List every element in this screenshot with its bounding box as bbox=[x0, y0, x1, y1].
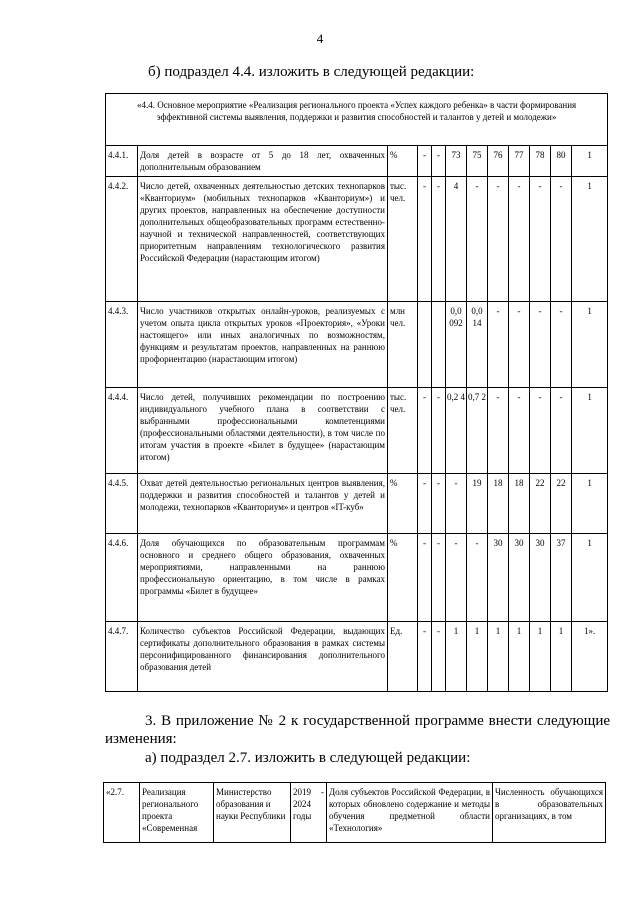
value-cell: - bbox=[551, 177, 572, 302]
value-cell: - bbox=[418, 534, 432, 622]
value-cell: 0,0 14 bbox=[467, 302, 488, 388]
paragraph-3-text: 3. В приложение № 2 к государственной программе внести следующие изменения: bbox=[105, 713, 610, 747]
value-cell: 0,7 2 bbox=[467, 388, 488, 474]
subsection-b-instruction: б) подраздел 4.4. изложить в следующей редакции: bbox=[148, 64, 475, 80]
value-cell: - bbox=[551, 302, 572, 388]
value-cell: 1 bbox=[572, 146, 608, 177]
value-cell: 78 bbox=[530, 146, 551, 177]
value-cell: 1 bbox=[467, 622, 488, 692]
value-cell: 80 bbox=[551, 146, 572, 177]
value-cell: 4 bbox=[446, 177, 467, 302]
subsection-a-instruction: а) подраздел 2.7. изложить в следующей редакции: bbox=[145, 750, 471, 766]
value-cell: 1 bbox=[446, 622, 467, 692]
table-section-header: «4.4. Основное мероприятие «Реализация регионального проекта «Успех каждого ребенка» в части формирования эффективной системы выявления, поддержки и развития способностей и талантов у детей и молодежи» bbox=[106, 94, 608, 146]
unit: % bbox=[388, 474, 418, 534]
table-row bbox=[106, 534, 608, 622]
value-cell: - bbox=[432, 388, 446, 474]
value-cell: 1 bbox=[572, 388, 608, 474]
indicator-description: Охват детей деятельностью региональных центров выявления, поддержки и развития способностей и талантов у детей и молодежи, технопарков «Кванториум» и центров «IT-куб» bbox=[138, 474, 388, 534]
value-cell: 1 bbox=[572, 534, 608, 622]
value-cell: - bbox=[467, 177, 488, 302]
value-cell: - bbox=[509, 388, 530, 474]
row-number: 4.4.6. bbox=[106, 534, 138, 622]
value-cell: - bbox=[432, 622, 446, 692]
project-indicator-1: Доля субъектов Российской Федерации, в которых обновлено содержание и методы обучения предметной области «Технология» bbox=[327, 783, 493, 843]
value-cell: 18 bbox=[509, 474, 530, 534]
value-cell: - bbox=[418, 622, 432, 692]
value-cell: - bbox=[418, 474, 432, 534]
project-table bbox=[103, 782, 606, 843]
indicator-description: Количество субъектов Российской Федерации, выдающих сертификаты дополнительного образования в рамках системы персонифицированного финансирования дополнительного образования детей bbox=[138, 622, 388, 692]
value-cell: 30 bbox=[530, 534, 551, 622]
table-row bbox=[106, 474, 608, 534]
row-number: 4.4.7. bbox=[106, 622, 138, 692]
project-indicator-2: Численность обучающихся в образовательных организациях, в том bbox=[493, 783, 606, 843]
paragraph-3 bbox=[105, 712, 610, 748]
value-cell: - bbox=[418, 388, 432, 474]
value-cell: 76 bbox=[488, 146, 509, 177]
value-cell: 22 bbox=[551, 474, 572, 534]
indicator-description: Число детей, получивших рекомендации по построению индивидуального учебного плана в соответствии с выбранными профессиональными компетенциями (профессиональными областями деятельности), в том числе по итогам участия в проекте «Билет в будущее» (нарастающим итогом) bbox=[138, 388, 388, 474]
value-cell: 30 bbox=[509, 534, 530, 622]
value-cell: - bbox=[551, 388, 572, 474]
project-name: Реализация регионального проекта «Современная bbox=[140, 783, 214, 843]
value-cell: 1 bbox=[551, 622, 572, 692]
table-row bbox=[106, 388, 608, 474]
value-cell: 30 bbox=[488, 534, 509, 622]
value-cell: - bbox=[418, 177, 432, 302]
value-cell: 1». bbox=[572, 622, 608, 692]
table-row bbox=[106, 302, 608, 388]
row-number: 4.4.5. bbox=[106, 474, 138, 534]
indicator-description: Доля детей в возрасте от 5 до 18 лет, охваченных дополнительным образованием bbox=[138, 146, 388, 177]
value-cell: - bbox=[488, 177, 509, 302]
value-cell bbox=[432, 302, 446, 388]
value-cell: 37 bbox=[551, 534, 572, 622]
value-cell: - bbox=[530, 177, 551, 302]
value-cell: - bbox=[432, 534, 446, 622]
value-cell: 77 bbox=[509, 146, 530, 177]
value-cell: 73 bbox=[446, 146, 467, 177]
unit: тыс. чел. bbox=[388, 177, 418, 302]
value-cell: 75 bbox=[467, 146, 488, 177]
value-cell: - bbox=[446, 474, 467, 534]
value-cell: 0,2 4 bbox=[446, 388, 467, 474]
value-cell: - bbox=[530, 388, 551, 474]
value-cell bbox=[418, 302, 432, 388]
value-cell: 1 bbox=[530, 622, 551, 692]
value-cell: 1 bbox=[509, 622, 530, 692]
row-number: 4.4.1. bbox=[106, 146, 138, 177]
table-row bbox=[106, 146, 608, 177]
project-period: 2019 - 2024 годы bbox=[291, 783, 327, 843]
row-number: 4.4.3. bbox=[106, 302, 138, 388]
value-cell: - bbox=[446, 534, 467, 622]
table-row bbox=[106, 622, 608, 692]
value-cell: 1 bbox=[572, 302, 608, 388]
page-number: 4 bbox=[316, 31, 324, 46]
project-number: «2.7. bbox=[104, 783, 140, 843]
indicator-description: Число участников открытых онлайн-уроков, реализуемых с учетом опыта цикла открытых уроков «Проектория», «Уроки настоящего» или иных аналогичных по возможностям, функциям и результатам проектов, направленных на раннюю профориентацию (нарастающим итогом) bbox=[138, 302, 388, 388]
unit: % bbox=[388, 146, 418, 177]
value-cell: - bbox=[530, 302, 551, 388]
value-cell: - bbox=[488, 302, 509, 388]
unit: тыс. чел. bbox=[388, 388, 418, 474]
value-cell: - bbox=[467, 534, 488, 622]
value-cell: - bbox=[432, 146, 446, 177]
indicator-description: Число детей, охваченных деятельностью детских технопарков «Кванториум» (мобильных технопарков «Кванториум») и других проектов, направленных на обеспечение доступности дополнительных общеобразовательных программ естественно-научной и технической направленностей, соответствующих приоритетным направлениям технологического развития Российской Федерации (нарастающим итогом) bbox=[138, 177, 388, 302]
unit: % bbox=[388, 534, 418, 622]
value-cell: - bbox=[432, 177, 446, 302]
table-row bbox=[106, 177, 608, 302]
value-cell: 22 bbox=[530, 474, 551, 534]
value-cell: 1 bbox=[488, 622, 509, 692]
value-cell: - bbox=[509, 302, 530, 388]
unit: Ед. bbox=[388, 622, 418, 692]
value-cell: - bbox=[509, 177, 530, 302]
value-cell: 0,0 092 bbox=[446, 302, 467, 388]
value-cell: 1 bbox=[572, 474, 608, 534]
indicator-description: Доля обучающихся по образовательным программам основного и среднего общего образования, охваченных мероприятиями, направленными на раннюю профессиональную ориентацию, в том числе в рамках программы «Билет в будущее» bbox=[138, 534, 388, 622]
value-cell: - bbox=[432, 474, 446, 534]
value-cell: - bbox=[418, 146, 432, 177]
indicators-table bbox=[105, 93, 608, 692]
unit: млн чел. bbox=[388, 302, 418, 388]
value-cell: 1 bbox=[572, 177, 608, 302]
row-number: 4.4.2. bbox=[106, 177, 138, 302]
value-cell: 19 bbox=[467, 474, 488, 534]
project-responsible: Министерство образования и науки Республики bbox=[214, 783, 291, 843]
value-cell: 18 bbox=[488, 474, 509, 534]
value-cell: - bbox=[488, 388, 509, 474]
row-number: 4.4.4. bbox=[106, 388, 138, 474]
